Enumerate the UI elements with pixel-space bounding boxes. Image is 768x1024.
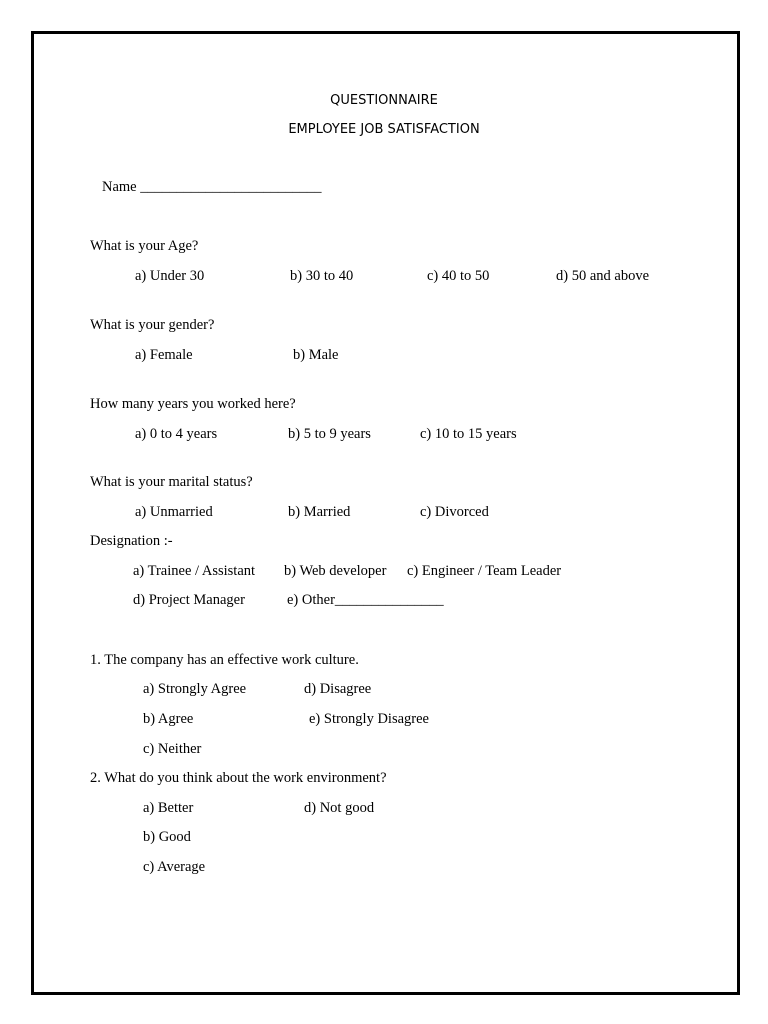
question-gender: What is your gender? <box>90 317 215 333</box>
designation-label: Designation :- <box>90 533 173 549</box>
option-designation-e: e) Other_______________ <box>287 592 444 608</box>
survey-2-option-b: b) Good <box>143 829 191 845</box>
survey-1-option-e: e) Strongly Disagree <box>309 711 429 727</box>
survey-2-option-a: a) Better <box>143 800 194 816</box>
document-title: QUESTIONNAIRE <box>330 93 438 108</box>
question-age: What is your Age? <box>90 238 199 254</box>
survey-question-1: 1. The company has an effective work culture. <box>90 652 359 668</box>
name-field <box>102 178 322 196</box>
option-marital-c: c) Divorced <box>420 504 489 520</box>
survey-1-option-b: b) Agree <box>143 711 194 727</box>
survey-1-option-d: d) Disagree <box>304 681 372 697</box>
question-marital: What is your marital status? <box>90 474 253 490</box>
option-marital-a: a) Unmarried <box>135 504 213 520</box>
survey-1-option-c: c) Neither <box>143 741 202 757</box>
survey-1-option-a: a) Strongly Agree <box>143 681 247 697</box>
option-years-c: c) 10 to 15 years <box>420 426 517 442</box>
survey-question-2: 2. What do you think about the work environment? <box>90 770 387 786</box>
option-years-a: a) 0 to 4 years <box>135 426 218 442</box>
option-designation-a: a) Trainee / Assistant <box>133 563 256 579</box>
option-age-d: d) 50 and above <box>556 268 650 284</box>
name-blank: _________________________ <box>140 179 322 195</box>
option-designation-c: c) Engineer / Team Leader <box>407 563 562 579</box>
option-years-b: b) 5 to 9 years <box>288 426 371 442</box>
option-designation-b: b) Web developer <box>284 563 387 579</box>
option-age-b: b) 30 to 40 <box>290 268 354 284</box>
option-gender-b: b) Male <box>293 347 339 363</box>
option-age-c: c) 40 to 50 <box>427 268 490 284</box>
document-subtitle: EMPLOYEE JOB SATISFACTION <box>288 122 480 137</box>
question-years: How many years you worked here? <box>90 396 296 412</box>
survey-2-option-d: d) Not good <box>304 800 375 816</box>
option-gender-a: a) Female <box>135 347 193 363</box>
survey-2-option-c: c) Average <box>143 859 206 875</box>
option-marital-b: b) Married <box>288 504 351 520</box>
option-age-a: a) Under 30 <box>135 268 205 284</box>
option-designation-d: d) Project Manager <box>133 592 245 608</box>
name-label: Name <box>102 179 137 195</box>
